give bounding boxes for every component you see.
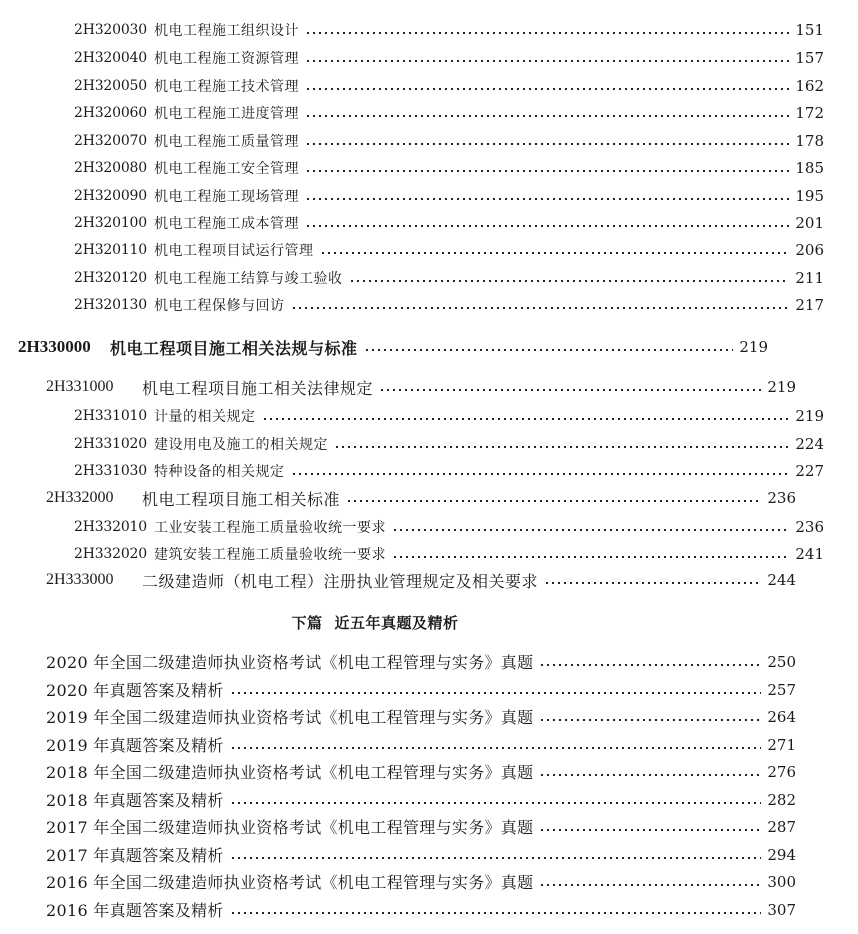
toc-code: 2H320130 (74, 296, 147, 313)
dot-leader (305, 198, 789, 200)
exam-title: 2019 年真题答案及精析 (46, 736, 224, 755)
toc-title: 工业安装工程施工质量验收统一要求 (154, 519, 386, 536)
exam-title: 2016 年真题答案及精析 (46, 901, 224, 920)
toc-page-number: 195 (795, 186, 824, 205)
exam-page-number: 276 (767, 762, 796, 781)
section-page-number: 219 (767, 378, 796, 396)
dot-leader (305, 115, 789, 117)
toc-page-number: 206 (795, 240, 824, 259)
toc-title: 机电工程施工组织设计 (154, 22, 299, 39)
dot-leader (291, 473, 790, 475)
exam-title: 2018 年全国二级建造师执业资格考试《机电工程管理与实务》真题 (46, 763, 534, 782)
part-heading (0, 612, 750, 633)
toc-exam-item[interactable] (0, 731, 830, 758)
dot-leader (230, 692, 762, 694)
section-code: 2H331000 (46, 378, 114, 395)
toc-item[interactable] (0, 264, 858, 291)
toc-code: 2H320090 (74, 187, 147, 204)
toc-code: 2H320100 (74, 214, 147, 231)
section-title: 二级建造师（机电工程）注册执业管理规定及相关要求 (142, 571, 539, 591)
section-title: 机电工程项目施工相关标准 (142, 489, 341, 509)
toc-page-number: 211 (795, 268, 824, 287)
part-title: 近五年真题及精析 (334, 614, 459, 632)
toc-code: 2H320030 (74, 21, 147, 38)
toc-title: 机电工程施工资源管理 (154, 50, 299, 67)
dot-leader (346, 500, 761, 502)
dot-leader (539, 774, 761, 776)
exam-title: 2020 年全国二级建造师执业资格考试《机电工程管理与实务》真题 (46, 653, 534, 672)
toc-section[interactable] (0, 373, 830, 401)
toc-item[interactable] (0, 99, 858, 126)
dot-leader (305, 143, 789, 145)
dot-leader (305, 88, 789, 90)
toc-code: 2H320070 (74, 132, 147, 149)
chapter-code: 2H330000 (18, 337, 91, 356)
toc-page-number: 172 (795, 103, 824, 122)
toc-item[interactable] (0, 513, 858, 540)
toc-title: 机电工程施工现场管理 (154, 188, 299, 205)
exam-title: 2018 年真题答案及精析 (46, 791, 224, 810)
toc-code: 2H320040 (74, 49, 147, 66)
toc-page-number: 227 (795, 461, 824, 480)
dot-leader (539, 664, 761, 666)
toc-item[interactable] (0, 209, 858, 236)
dot-leader (334, 446, 789, 448)
exam-title: 2016 年全国二级建造师执业资格考试《机电工程管理与实务》真题 (46, 873, 534, 892)
exam-title: 2017 年全国二级建造师执业资格考试《机电工程管理与实务》真题 (46, 818, 534, 837)
dot-leader (230, 857, 762, 859)
toc-page-number: 217 (795, 295, 824, 314)
toc-code: 2H331010 (74, 407, 147, 424)
exam-page-number: 282 (767, 790, 796, 809)
exam-title: 2019 年全国二级建造师执业资格考试《机电工程管理与实务》真题 (46, 708, 534, 727)
toc-code: 2H320050 (74, 77, 147, 94)
toc-code: 2H320120 (74, 269, 147, 286)
toc-page-number: 185 (795, 158, 824, 177)
toc-item[interactable] (0, 402, 858, 429)
toc-exam-item[interactable] (0, 868, 830, 895)
dot-leader (291, 307, 790, 309)
toc-page-number: 219 (795, 406, 824, 425)
dot-leader (349, 280, 790, 282)
toc-section[interactable] (0, 566, 830, 594)
toc-title: 机电工程施工进度管理 (154, 105, 299, 122)
toc-code: 2H331030 (74, 462, 147, 479)
toc-title: 计量的相关规定 (154, 408, 256, 425)
toc-title: 机电工程施工质量管理 (154, 133, 299, 150)
toc-item[interactable] (0, 236, 858, 263)
toc-exam-item[interactable] (0, 703, 830, 730)
toc-page-number: 162 (795, 76, 824, 95)
toc-code: 2H320060 (74, 104, 147, 121)
toc-title: 机电工程施工结算与竣工验收 (154, 270, 343, 287)
toc-title: 机电工程施工技术管理 (154, 78, 299, 95)
exam-page-number: 250 (767, 652, 796, 671)
toc-item[interactable] (0, 430, 858, 457)
toc-exam-item[interactable] (0, 813, 830, 840)
toc-exam-item[interactable] (0, 676, 830, 703)
toc-page-number: 201 (795, 213, 824, 232)
toc-title: 机电工程施工成本管理 (154, 215, 299, 232)
exam-page-number: 287 (767, 817, 796, 836)
toc-title: 机电工程保修与回访 (154, 297, 285, 314)
dot-leader (230, 802, 762, 804)
dot-leader (392, 529, 789, 531)
toc-title: 机电工程施工安全管理 (154, 160, 299, 177)
chapter-title: 机电工程项目施工相关法规与标准 (110, 338, 358, 358)
toc-exam-item[interactable] (0, 758, 830, 785)
toc-item[interactable] (0, 154, 858, 181)
toc-item[interactable] (0, 182, 858, 209)
exam-page-number: 264 (767, 707, 796, 726)
toc-item[interactable] (0, 16, 858, 43)
toc-page-number: 151 (795, 20, 824, 39)
toc-chapter[interactable] (0, 332, 802, 362)
exam-page-number: 257 (767, 680, 796, 699)
dot-leader (539, 719, 761, 721)
section-code: 2H333000 (46, 571, 114, 588)
dot-leader (305, 225, 789, 227)
toc-exam-item[interactable] (0, 786, 830, 813)
dot-leader (305, 32, 789, 34)
toc-page-number: 241 (795, 544, 824, 563)
toc-section[interactable] (0, 484, 830, 512)
toc-exam-item[interactable] (0, 896, 830, 923)
dot-leader (262, 418, 790, 420)
exam-title: 2020 年真题答案及精析 (46, 681, 224, 700)
dot-leader (364, 349, 734, 351)
toc-exam-item[interactable] (0, 648, 830, 675)
exam-title: 2017 年真题答案及精析 (46, 846, 224, 865)
section-code: 2H332000 (46, 489, 114, 506)
exam-page-number: 307 (767, 900, 796, 919)
toc-title: 建设用电及施工的相关规定 (154, 436, 328, 453)
toc-title: 建筑安装工程施工质量验收统一要求 (154, 546, 386, 563)
toc-item[interactable] (0, 291, 858, 318)
toc-item[interactable] (0, 457, 858, 484)
part-label: 下篇 (291, 614, 323, 632)
section-title: 机电工程项目施工相关法律规定 (142, 378, 374, 398)
dot-leader (544, 582, 761, 584)
dot-leader (305, 60, 789, 62)
toc-code: 2H332020 (74, 545, 147, 562)
toc-title: 特种设备的相关规定 (154, 463, 285, 480)
toc-page-number: 157 (795, 48, 824, 67)
dot-leader (305, 170, 789, 172)
section-page-number: 236 (767, 489, 796, 507)
dot-leader (539, 829, 761, 831)
dot-leader (320, 252, 790, 254)
section-page-number: 244 (767, 571, 796, 589)
toc-code: 2H320080 (74, 159, 147, 176)
chapter-page-number: 219 (739, 338, 768, 356)
dot-leader (230, 912, 762, 914)
dot-leader (539, 884, 761, 886)
exam-page-number: 300 (767, 872, 796, 891)
toc-exam-item[interactable] (0, 841, 830, 868)
toc-item[interactable] (0, 540, 858, 567)
toc-page-number: 236 (795, 517, 824, 536)
toc-item[interactable] (0, 72, 858, 99)
dot-leader (230, 747, 762, 749)
toc-page-number: 178 (795, 131, 824, 150)
toc-item[interactable] (0, 44, 858, 71)
toc-code: 2H320110 (74, 241, 147, 258)
toc-code: 2H331020 (74, 435, 147, 452)
toc-item[interactable] (0, 127, 858, 154)
toc-page-number: 224 (795, 434, 824, 453)
exam-page-number: 294 (767, 845, 796, 864)
exam-page-number: 271 (767, 735, 796, 754)
dot-leader (392, 556, 789, 558)
dot-leader (379, 389, 761, 391)
toc-code: 2H332010 (74, 518, 147, 535)
toc-title: 机电工程项目试运行管理 (154, 242, 314, 259)
